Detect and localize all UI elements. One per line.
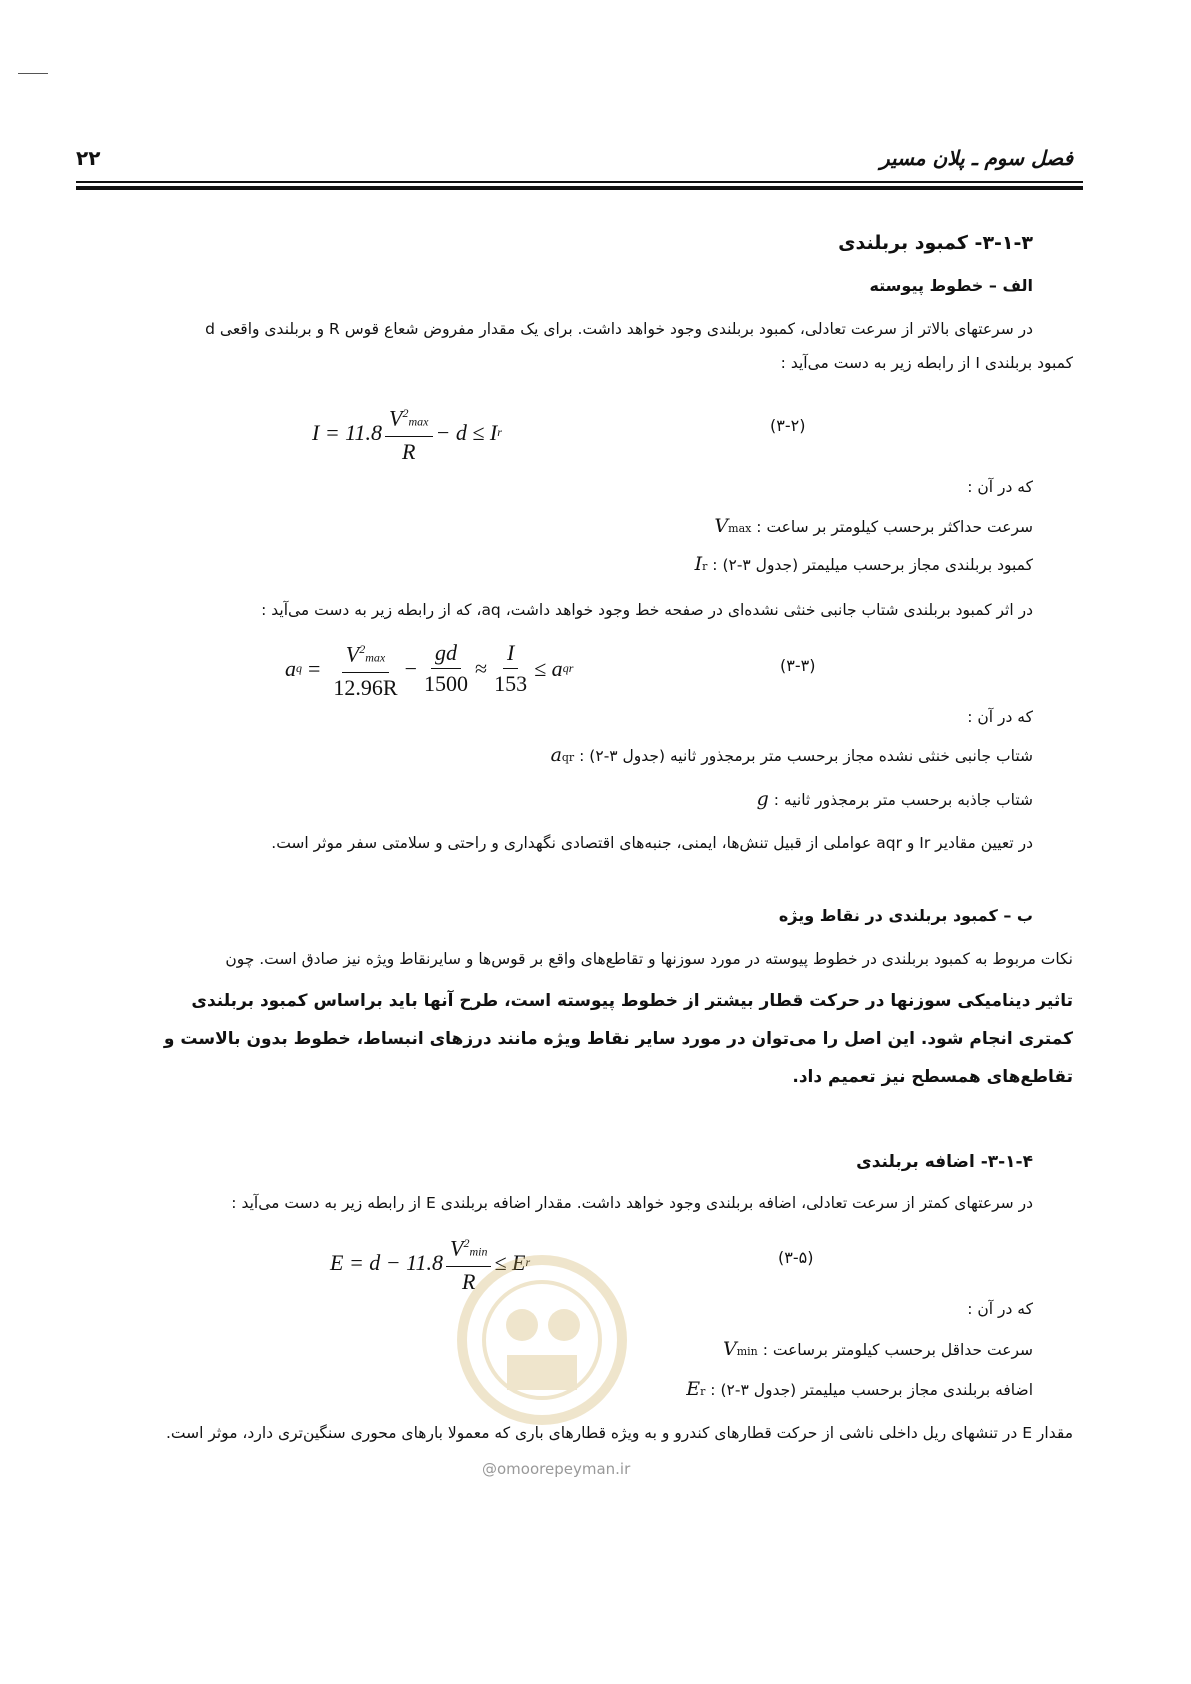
watermark-text: @omoorepeyman.ir: [482, 1460, 631, 1478]
eq-den: R: [462, 1269, 476, 1295]
symbol: g: [756, 788, 769, 810]
definition-text: : شتاب جانبی خنثی نشده مجاز برحسب متر برمجذور ثانیه (جدول ۳-۲): [579, 747, 1033, 765]
paragraph-line: در سرعتهای بالاتر از سرعت تعادلی، کمبود بربلندی وجود خواهد داشت. برای یک مقدار مفروض شعاع قوس R و بربلندی واقعی d: [205, 320, 1033, 338]
where-label: که در آن :: [967, 1300, 1033, 1318]
eq-lhs-sub: q: [296, 661, 302, 676]
paragraph-line: در سرعتهای کمتر از سرعت تعادلی، اضافه بربلندی وجود خواهد داشت. مقدار اضافه بربلندی E از رابطه زیر به دست می‌آید :: [231, 1194, 1033, 1212]
paragraph-bold: تاثیر دینامیکی سوزنها در حرکت قطار بیشتر از خطوط پیوسته است، طرح آنها باید براساس کمبود بربلندی کمتری انجام شود. این اصل را می‌توان در مورد سایر نقاط ویژه مانند درزهای انبساط، خطوط بدون بالاست و تقاطع‌های همسطح نیز تعمیم داد.: [163, 991, 1073, 1087]
section-title-3-1-4: ۳-۱-۴- اضافه بربلندی: [856, 1152, 1033, 1172]
eq-sup: 2: [359, 642, 366, 656]
definition-ir: [695, 553, 1033, 575]
definition-aqr: [551, 744, 1033, 766]
definition-text: : سرعت حداکثر برحسب کیلومتر بر ساعت: [756, 518, 1033, 536]
eq-num: V: [450, 1235, 464, 1261]
eq-sub: min: [469, 1244, 488, 1259]
eq-num: V: [345, 641, 360, 667]
page-number: ۲۲: [76, 146, 101, 170]
definition-text: : اضافه بربلندی مجاز برحسب میلیمتر (جدول ۳-۲): [710, 1381, 1033, 1399]
equation-number: (۳-۲): [770, 416, 806, 435]
eq-sup: 2: [402, 406, 409, 420]
eq-den: 1500: [424, 671, 469, 697]
eq-rhs-sub: r: [525, 1255, 531, 1270]
equation-3-3: a q = $\frac{V^2\max}{12.96R}$ − $\frac{gd}{1500}$ ≈ $\frac{I}{153}$ ≤ a qr: [285, 634, 573, 703]
equation-number: (۳-۵): [778, 1248, 814, 1267]
subsection-a-title: الف – خطوط پیوسته: [869, 276, 1033, 295]
eq-num: gd: [431, 638, 461, 669]
eq-num: V: [389, 405, 403, 431]
definition-vmax: [714, 515, 1033, 537]
eq-rhs: ≤ E: [494, 1249, 526, 1275]
eq-rhs: ≤ a: [534, 655, 563, 681]
eq-rhs: − d ≤ I: [435, 419, 498, 445]
paragraph-line: کمبود بربلندی I از رابطه زیر به دست می‌آید :: [780, 354, 1073, 372]
symbol: V: [714, 515, 729, 537]
symbol-sub: qr: [561, 751, 575, 764]
section-title-3-1-3: ۳-۱-۳- کمبود بربلندی: [838, 232, 1033, 254]
eq-lhs: a: [285, 655, 296, 681]
running-title: فصل سوم ـ پلان مسیر: [879, 146, 1073, 170]
eq-sub: max: [408, 414, 429, 429]
definition-g: [757, 788, 1033, 810]
eq-fraction: [490, 638, 531, 699]
paragraph-line: مقدار E در تنشهای ریل داخلی ناشی از حرکت قطارهای کندرو و به ویژه قطارهای باری که معمولا بارهای محوری سنگین‌تری دارد، موثر است.: [165, 1424, 1073, 1442]
subsection-b-title: ب – کمبود بربلندی در نقاط ویژه: [778, 906, 1033, 925]
eq-den: 12.96R: [333, 675, 398, 701]
eq-sub: max: [365, 650, 386, 665]
eq-sup: 2: [463, 1236, 470, 1250]
definition-vmin: [723, 1338, 1033, 1360]
eq-den: R: [402, 439, 416, 465]
symbol-sub: r: [702, 560, 708, 573]
where-label: که در آن :: [967, 478, 1033, 496]
where-label: که در آن :: [967, 708, 1033, 726]
eq-num: I: [503, 638, 518, 669]
eq-den: 153: [494, 671, 528, 697]
definition-text: : سرعت حداقل برحسب کیلومتر برساعت: [762, 1341, 1033, 1359]
watermark-logo: [452, 1230, 632, 1470]
definition-er: [686, 1378, 1033, 1400]
equation-3-2: [312, 398, 502, 467]
symbol: V: [722, 1338, 737, 1360]
symbol: I: [694, 553, 703, 575]
paragraph-line: در تعیین مقادیر Ir و aqr عواملی از قبیل تنش‌ها، ایمنی، جنبه‌های اقتصادی نگهداری و راحتی و سلامتی سفر موثر است.: [271, 834, 1033, 852]
header-rule-thick: [76, 186, 1083, 190]
eq-lhs: I = 11.8: [312, 419, 383, 445]
eq-rhs-sub: r: [497, 425, 502, 440]
eq-rhs-sub: qr: [562, 661, 574, 676]
header-rule-thin: [76, 181, 1083, 183]
eq-fraction: [420, 638, 472, 699]
symbol-sub: max: [728, 522, 752, 535]
symbol-sub: min: [736, 1345, 758, 1358]
symbol: a: [550, 744, 562, 766]
definition-text: : کمبود بربلندی مجاز برحسب میلیمتر (جدول ۳-۲): [712, 556, 1033, 574]
eq-fraction: [329, 634, 401, 703]
symbol: E: [686, 1378, 701, 1400]
paragraph-line: نکات مربوط به کمبود بربلندی در خطوط پیوسته در مورد سوزنها و تقاطع‌های واقع بر قوس‌ها و سایرنقاط ویژه نیز صادق است. چون: [225, 950, 1073, 968]
equation-number: (۳-۳): [780, 656, 816, 675]
symbol-sub: r: [700, 1385, 706, 1398]
margin-dash: [18, 73, 48, 74]
eq-fraction: [385, 398, 432, 467]
definition-text: : شتاب جاذبه برحسب متر برمجذور ثانیه: [773, 791, 1033, 809]
eq-lhs: E = d − 11.8: [330, 1249, 443, 1275]
paragraph-line: در اثر کمبود بربلندی شتاب جانبی خنثی نشده‌ای در صفحه خط وجود خواهد داشت، aq، که از رابطه زیر به دست می‌آید :: [261, 601, 1033, 619]
